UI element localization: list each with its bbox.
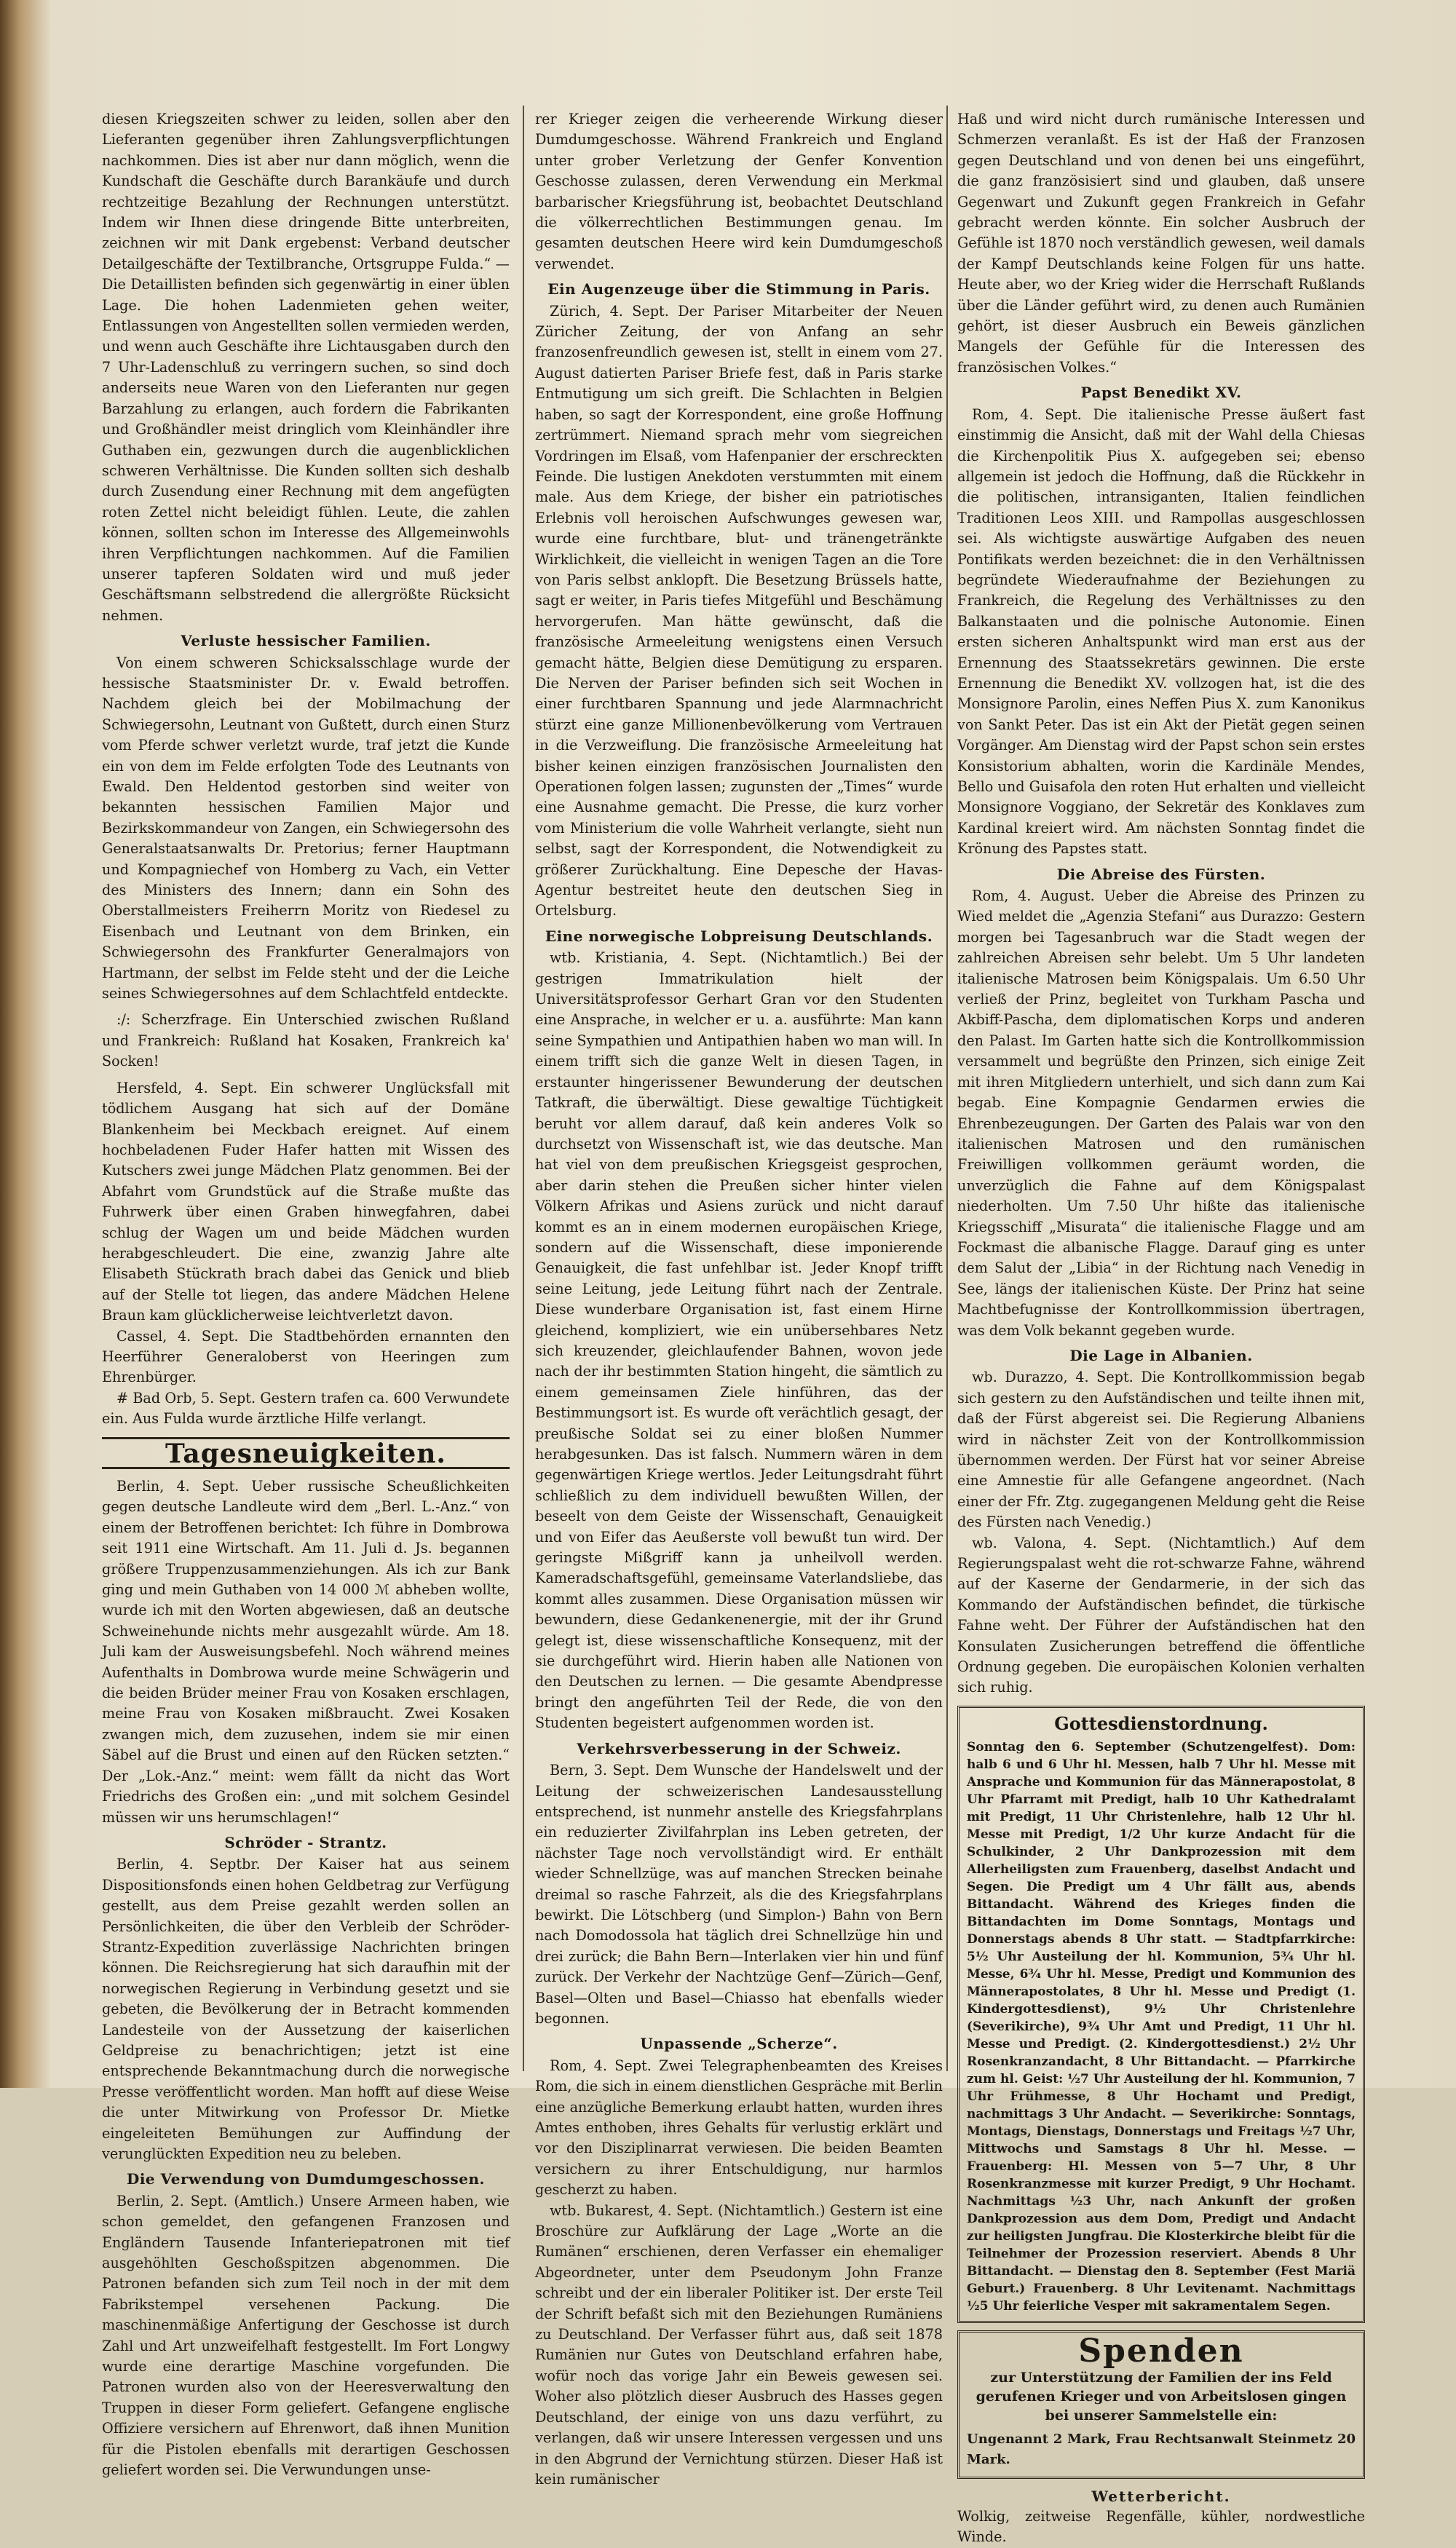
column-left — [102, 109, 510, 2479]
article-text: Berlin, 4. Sept. Ueber russische Scheußlichkeiten gegen deutsche Landleute wird dem „Berl. L.-Anz.“ von einem der Betroffenen berichtet: Ich führe in Dombrowa seit 1911 eine Wirtschaft. Am 11. Juli d. Js. begannen größere Truppenzusammenziehungen. Als ich zur Bank ging und mein Guthaben von 14 000 ℳ abheben wollte, wurde ich mit den Worten abgewiesen, daß an deutsche Schweinehunde nichts mehr ausgezahlt würde. Am 18. Juli kam der Ausweisungsbefehl. Noch während meines Aufenthalts in Dombrowa wurde meine Schwägerin und die beiden Brüder meiner Frau von Kosaken erschlagen, meine Frau von Kosaken mißbraucht. Zwei Kosaken zwangen mich, dem zuzusehen, indem sie mir einen Säbel auf die Brust und einen auf den Rücken setzten.“ Der „Lok.-Anz.“ meint: wem fällt da nicht das Wort Friedrichs des Großen ein: „und mit solchem Gesindel müssen wir uns herumschlagen!“ — [102, 1478, 510, 1826]
column-right — [957, 109, 1365, 2546]
article-text: wb. Durazzo, 4. Sept. Die Kontrollkommission begab sich gestern zu den Aufständischen und teilte ihnen mit, daß der Fürst abgereist sei. Die Regierung Albaniens wird in nächster Zeit von der Kontrollkommission übernommen werden. Der Fürst hat vor seiner Abreise eine Amnestie für alle Gefangene angeordnet. (Nach einer der Ffr. Ztg. zugegangenen Meldung geht die Reise des Fürsten nach Venedig.) — [957, 1369, 1365, 1531]
article-text: # Bad Orb, 5. Sept. Gestern trafen ca. 600 Verwundete ein. Aus Fulda wurde ärztliche Hilfe verlangt. — [102, 1389, 510, 1428]
article-heading: Ein Augenzeuge über die Stimmung in Paris. — [547, 280, 930, 298]
article-text: Berlin, 4. Septbr. Der Kaiser hat aus seinem Dispositionsfonds einen hohen Geldbetrag zur Verfügung gestellt, aus dem Preise gezahlt werden sollen an Persönlichkeiten, die über den Verbleib der Schröder-Strantz-Expedition zuverlässige Nachrichten bringen können. Die Reichsregierung hat sich daraufhin mit der norwegischen Regierung in Verbindung gesetzt und sie gebeten, die Bevölkerung der in Betracht kommenden Landesteile von der Aussetzung der kaiserlichen Geldpreise zu benachrichtigen; jetzt ist eine entsprechende Bekanntmachung durch die norwegische Presse veröffentlicht worden. Man hofft auf diese Weise die unter Mitwirkung von Professor Dr. Mietke eingeleiteten Bemühungen zur Auffindung der verunglückten Expedition neu zu beleben. — [102, 1856, 510, 2162]
article-text: diesen Kriegszeiten schwer zu leiden, sollen aber den Lieferanten gegenüber ihren Zahlungsverpflichtungen nachkommen. Dies ist aber nur dann möglich, wenn die Kundschaft die Geschäfte durch Barankäufe und durch rechtzeitige Bezahlung der Rechnungen unterstützt. Indem wir Ihnen diese dringende Bitte unterbreiten, zeichnen wir mit Dank ergebenst: Verband deutscher Detailgeschäfte der Textilbranche, Ortsgruppe Fulda.“ — Die Detaillisten befinden sich gegenwärtig in einer üblen Lage. Die hohen Ladenmieten gehen weiter, Entlassungen von Angestellten sollen vermieden werden, und wenn auch Geschäfte ihre Lichtausgaben durch den 7 Uhr-Ladenschluß zu verringern suchen, so sind doch anderseits neue Waren von den Lieferanten nur gegen Barzahlung zu erlangen, auch fordern die Fabrikanten und Großhändler meist dringlich vom Kleinhändler ihre Guthaben ein, gezwungen durch die augenblicklichen schweren Verhältnisse. Die Kunden sollten sich deshalb durch Zusendung einer Rechnung mit dem angefügten roten Zettel nicht beleidigt fühlen. Leute, die zahlen können, sollten schon im Interesse des Allgemeinwohls ihren Verpflichtungen nachkommen. Auf die Familien unserer tapferen Soldaten wird und muß jeder Geschäftsmann selbstredend die allergrößte Rücksicht nehmen. — [102, 111, 510, 624]
article-text: Zürich, 4. Sept. Der Pariser Mitarbeiter der Neuen Züricher Zeitung, der von Anfang an sehr franzosenfreundlich gewesen ist, stellt in einem vom 27. August datierten Pariser Briefe fest, daß in Paris starke Entmutigung um sich greift. Die Schlachten in Belgien haben, so sagt der Korrespondent, eine große Hoffnung zertrümmert. Niemand sprach mehr vom siegreichen Vordringen im Elsaß, vom Hafenpanier der erschreckten Feinde. Die lustigen Anekdoten verstummten mit einem male. Aus dem Kriege, der bisher ein patriotisches Erlebnis voll heroischen Aufschwunges gewesen war, wurde eine furchtbare, blut- und tränengetränkte Wirklichkeit, die vielleicht in wenigen Tagen an die Tore von Paris selbst anklopft. Die Besetzung Brüssels hatte, sagt er weiter, in Paris tiefes Mitgefühl und Beschämung hervorgerufen. Man hätte gewünscht, daß die französische Armeeleitung wenigstens einen Versuch gemacht hätte, Belgien diese Demütigung zu ersparen. Die Nerven der Pariser befinden sich seit Wochen in einer furchtbaren Spannung und jede Alarmnachricht stürzt eine ganze Millionenbevölkerung vom Vertrauen in die Verzweiflung. Die französische Armeeleitung hat bisher keinen einzigen französischen Journalisten den Operationen folgen lassen; zugunsten der „Times“ wurde eine Ausnahme gemacht. Die Presse, die kurz vorher vom Ministerium die volle Wahrheit verlangte, sieht nun selbst, sagt der Korrespondent, die Notwendigkeit zu größerer Zurückhaltung. Eine Depesche der Havas-Agentur bestreitet heute den deutschen Sieg in Ortelsburg. — [535, 302, 943, 919]
church-schedule-text: Sonntag den 6. September (Schutzengelfest). Dom: halb 6 und 6 Uhr hl. Messen, halb 7 Uhr hl. Messe mit Ansprache und Kommunion für das Männerapostolat, 8 Uhr Pfarramt mit Predigt, halb 10 Uhr Kathedralamt mit Predigt, 11 Uhr Christenlehre, halb 12 Uhr hl. Messe mit Predigt, 1/2 Uhr kurze Andacht für die Schulkinder, 2 Uhr Dankprozession mit dem Allerheiligsten zum Frauenberg, daselbst Andacht und Segen. Die Predigt um 4 Uhr fällt aus, abends Bittandacht. Während des Krieges finden die Bittandachten im Dome Sonntags, Montags und Donnerstags abends 8 Uhr statt. — Stadtpfarrkirche: 5½ Uhr Austeilung der hl. Kommunion, 5¾ Uhr hl. Messe, 6¾ Uhr hl. Messe, Predigt und Kommunion des Männerapostolates, 8 Uhr hl. Messe und Predigt (1. Kindergottesdienst), 9½ Uhr Christenlehre (Severikirche), 9¾ Uhr Amt und Predigt, 11 Uhr hl. Messe und Predigt. (2. Kindergottesdienst.) 2½ Uhr Rosenkranzandacht, 8 Uhr Bittandacht. — Pfarrkirche zum hl. Geist: ½7 Uhr Austeilung der hl. Kommunion, 7 Uhr Frühmesse, 8 Uhr Hochamt und Predigt, nachmittags 3 Uhr Andacht. — Severikirche: Sonntags, Montags, Dienstags, Donnerstags und Freitags ½7 Uhr, Mittwochs und Samstags 8 Uhr hl. Messe. — Frauenberg: Hl. Messen von 5—7 Uhr, 8 Uhr Rosenkranzmesse mit kurzer Predigt, 9 Uhr Hochamt. Nachmittags ½3 Uhr, nach Ankunft der großen Dankprozession aus dem Dom, Predigt und Andacht zur heiligsten Jungfrau. Die Klosterkirche bleibt für die Teilnehmer der Prozession reserviert. Abends 8 Uhr Bittandacht. — Dienstag den 8. September (Fest Mariä Geburt.) Frauenberg. 8 Uhr Levitenamt. Nachmittags ½5 Uhr feierliche Vesper mit sakramentalem Segen. — [967, 1740, 1356, 2314]
article-heading: Verkehrsverbesserung in der Schweiz. — [577, 1739, 901, 1757]
column-rule — [523, 106, 524, 2071]
article-heading: Eine norwegische Lobpreisung Deutschlands. — [545, 927, 933, 945]
article-text: Von einem schweren Schicksalsschlage wurde der hessische Staatsminister Dr. v. Ewald betroffen. Nachdem gleich bei der Mobilmachung der Schwiegersohn, Leutnant von Gußtett, durch einen Sturz vom Pferde schwer verletzt wurde, traf jetzt die Kunde ein von dem im Felde erfolgten Tode des Leutnants von Ewald. Den Heldentod gestorben sind weiter von bekannten hessischen Familien Major und Bezirkskommandeur von Zangen, ein Schwiegersohn des Generalstaatsanwalts Dr. Pretorius; ferner Hauptmann und Kompagniechef von Homberg zu Vach, ein Vetter des Ministers des Innern; dann ein Sohn des Oberstallmeisters Freiherrn Moritz von Riedesel zu Eisenbach und Leutnant von dem Brinken, ein Schwiegersohn des Frankfurter Generalmajors von Hartmann, der selbst im Felde steht und der die Leiche seines Schwiegersohnes auf dem Schlachtfeld entdeckte. — [102, 654, 510, 1002]
article-text: Bern, 3. Sept. Dem Wunsche der Handelswelt und der Leitung der schweizerischen Landesausstellung entsprechend, ist nunmehr anstelle des Kriegsfahrplans ein reduzierter Zivilfahrplan ins Leben getreten, der nächster Tage noch vervollständigt wird. Er enthält wieder Schnellzüge, was auf manchen Strecken beinahe dreimal so rasche Fahrzeit, als die des Kriegsfahrplans bewirkt. Die Lötschberg (und Simplon-) Bahn von Bern nach Domodossola hat täglich drei Schnellzüge hin und drei zurück; die Bahn Bern—Interlaken vier hin und fünf zurück. Der Verkehr der Nachtzüge Genf—Zürich—Genf, Basel—Olten und Basel—Chiasso hat ebenfalls wieder begonnen. — [535, 1762, 943, 2027]
church-schedule-title: Gottesdienstordnung. — [1054, 1712, 1268, 1734]
column-middle — [535, 109, 943, 2488]
weather-title: Wetterbericht. — [1091, 2487, 1231, 2505]
article-text: Rom, 4. August. Ueber die Abreise des Prinzen zu Wied meldet die „Agenzia Stefani“ aus Durazzo: Gestern morgen bei Tagesanbruch war die Stadt wegen der zahlreichen Abreisen sehr belebt. Um 5 Uhr landeten italienische Matrosen beim Königspalais. Um 6.50 Uhr verließ der Prinz, begleitet von Turkham Pascha und Akbiff-Pascha, dem diplomatischen Korps und anderen den Palast. Im Garten hatte sich die Kontrollkommission versammelt und begrüßte den Prinzen, sich einige Zeit mit ihren Mitgliedern unterhielt, und sich dann zum Kai begab. Eine Kompagnie Gendarmen erwies die Ehrenbezeugungen. Der Garten des Palais war von den italienischen Matrosen und den rumänischen Freiwilligen vollkommen geräumt worden, die unverzüglich die Fahne auf dem Königspalast niederholten. Um 7.50 Uhr hißte das italienische Kriegsschiff „Misurata“ die italienische Flagge und am Fockmast die albanische Flagge. Darauf ging es unter dem Salut der „Libia“ in der Richtung nach Venedig in See, längs der italienischen Küste. Der Prinz hat seine Machtbefugnisse der Kontrollkommission übertragen, was dem Volk bekannt gegeben wurde. — [957, 887, 1365, 1339]
donations-box — [957, 2330, 1365, 2478]
article-text: :/: Scherzfrage. Ein Unterschied zwischen Rußland und Frankreich: Rußland hat Kosaken, Frankreich ka' Socken! — [102, 1011, 510, 1070]
church-schedule-box — [957, 1706, 1365, 2323]
donations-title: Spenden — [1078, 2333, 1244, 2370]
section-heading: Tagesneuigkeiten. — [102, 1437, 510, 1469]
article-heading: Schröder - Strantz. — [224, 1833, 387, 1851]
article-heading: Die Abreise des Fürsten. — [1056, 865, 1266, 883]
article-text: Haß und wird nicht durch rumänische Interessen und Schmerzen veranlaßt. Es ist der Haß der Franzosen gegen Deutschland und von denen bei uns eingeführt, die ganz französisiert sind und glauben, daß unsere Gegenwart und Zukunft gegen Frankreich in Gefahr gebracht werden könnte. Ein solcher Ausbruch der Gefühle ist 1870 noch verständlich gewesen, weil damals der Kampf Deutschlands keine Folgen für uns hatte. Heute aber, wo der Krieg wider die Herrschaft Rußlands über die Länder geführt wird, zu denen auch Rumänien gehört, ist dieser Ausbruch ein Beweis gänzlichen Mangels der Gefühle für die Interessen des französischen Volkes.“ — [957, 111, 1365, 376]
article-heading: Verluste hessischer Familien. — [181, 632, 431, 650]
article-heading: Die Verwendung von Dumdumgeschossen. — [126, 2170, 486, 2188]
article-text: Berlin, 2. Sept. (Amtlich.) Unsere Armeen haben, wie schon gemeldet, den gefangenen Franzosen und Engländern Tausende Infanteriepatronen mit tief ausgehöhlten Geschoßspitzen abgenommen. Die Patronen befanden sich zum Teil noch in der mit dem Fabrikstempel versehenen Packung. Die maschinenmäßige Anfertigung der Geschosse ist durch Zahl und Art unzweifelhaft festgestellt. Im Fort Longwy wurde eine derartige Maschine vorgefunden. Die Patronen wurden also von der Heeresverwaltung den Truppen in dieser Form geliefert. Gefangene englische Offiziere versichern auf Ehrenwort, daß ihnen Munition für die Pistolen ebenfalls mit derartigen Geschossen geliefert worden sei. Die Verwundungen unse- — [102, 2192, 510, 2479]
article-text: Hersfeld, 4. Sept. Ein schwerer Unglücksfall mit tödlichem Ausgang hat sich auf der Domäne Blankenheim bei Meckbach ereignet. Auf einem hochbeladenen Fuder Hafer hatten mit Wissen des Kutschers zwei junge Mädchen Platz genommen. Bei der Abfahrt vom Grundstück auf die Straße mußte das Fuhrwerk über einen Graben hinwegfahren, dabei schlug der Wagen um und beide Mädchen wurden herabgeschleudert. Die eine, zwanzig Jahre alte Elisabeth Stückrath brach dabei das Genick und blieb auf der Stelle tot liegen, das andere Mädchen Helene Braun kam glücklicherweise leichtverletzt davon. — [102, 1079, 510, 1324]
article-heading: Unpassende „Scherze“. — [640, 2035, 838, 2053]
article-text: wtb. Kristiania, 4. Sept. (Nichtamtlich.) Bei der gestrigen Immatrikulation hielt der Universitätsprofessor Gerhart Gran vor den Studenten eine Ansprache, in welcher er u. a. ausführte: Man kann seine Sympathien und Antipathien haben wo man will. In einem trifft sich die ganze Welt in diesen Tagen, in erstaunter hingerissener Bewunderung der deutschen Tatkraft, die überwältigt. Diese gewaltige Tüchtigkeit beruht vor allem darauf, daß kein anderes Volk so durchsetzt von Wissenschaft ist, wie das deutsche. Man hat viel von dem preußischen Kriegsgeist gesprochen, aber darin stehen die Preußen sicher hinter vielen Völkern Afrikas und Asiens zurück und nicht darauf kommt es an in einem modernen europäischen Kriege, sondern auf die Wissenschaft, diese imponierende Genauigkeit, die fast unfehlbar ist. Jeder Knopf trifft seine Leitung, jede Leitung führt nach der Zentrale. Diese wunderbare Organisation ist, fast einem Hirne gleichend, kompliziert, wie ein unübersehbares Netz sich kreuzender, gleichlaufender Bahnen, wovon jede nach der ihr bestimmten Station hingeht, die sämtlich zu einem gemeinsamen Ziele hinführen, das der Bestimmungsort ist. Es wurde oft verächtlich gesagt, der preußische Soldat sei zu einer bloßen Nummer herabgesunken. Das ist falsch. Nummern wären in dem gegenwärtigen Kriege wertlos. Jeder Leitungsdraht führt schließlich zu dem individuell bewußten Willen, der beseelt von dem Geiste der Wissenschaft, Genauigkeit und von Eifer das Aeußerste voll bewußt tun wird. Der geringste Mißgriff kann ja unheilvoll werden. Kameradschaftsgefühl, gemeinsame Vaterlandsliebe, das kommt alles zusammen. Diese Organisation müssen wir bewundern, diese Gedankenenergie, mit der ihr Grund gelegt ist, diese wissenschaftliche Konsequenz, mit der sie durchgeführt wird. Hierin haben alle Nationen von den Deutschen zu lernen. — Die gesamte Abendpresse bringt den angeführten Teil der Rede, die von den Studenten begeistert aufgenommen worden ist. — [535, 949, 943, 1732]
article-heading: Die Lage in Albanien. — [1069, 1346, 1253, 1364]
article-text: wtb. Bukarest, 4. Sept. (Nichtamtlich.) Gestern ist eine Broschüre zur Aufklärung der Lage „Worte an die Rumänen“ erschienen, deren Verfasser ein ehemaliger Abgeordneter, unter dem Pseudonym John Franze schreibt und der ein liberaler Politiker ist. Der erste Teil der Schrift befaßt sich mit den Beziehungen Rumäniens zu Deutschland. Der Verfasser führt aus, daß seit 1878 Rumänien nur Gutes von Deutschland erfahren habe, wofür noch das vorige Jahr ein Beweis gewesen sei. Woher also plötzlich dieser Ausbruch des Hasses gegen Deutschland, der einige von uns dazu verführt, zu verlangen, daß wir unsere Interessen vergessen und uns in den Abgrund der Vernichtung stürzen. Dieser Haß ist kein rumänischer — [535, 2201, 943, 2488]
donations-subtitle: zur Unterstützung der Familien der ins Feld gerufenen Krieger und von Arbeitslosen gingen bei unserer Sammelstelle ein: — [976, 2369, 1347, 2424]
donations-list: Ungenannt 2 Mark, Frau Rechtsanwalt Steinmetz 20 Mark. — [967, 2431, 1356, 2468]
weather-text: Wolkig, zeitweise Regenfälle, kühler, nordwestliche Winde. — [957, 2507, 1365, 2546]
column-rule — [946, 106, 948, 2071]
article-text: rer Krieger zeigen die verheerende Wirkung dieser Dumdumgeschosse. Während Frankreich und England unter grober Verletzung der Genfer Konvention Geschosse zulassen, deren Verwendung ein Merkmal barbarischer Kriegsführung ist, beobachtet Deutschland die völkerrechtlichen Bestimmungen genau. Im gesamten deutschen Heere wird kein Dumdumgeschoß verwendet. — [535, 111, 943, 272]
article-text: Rom, 4. Sept. Die italienische Presse äußert fast einstimmig die Ansicht, daß mit der Wahl della Chiesas die Kirchenpolitik Pius X. aufgegeben sei; ebenso allgemein ist jedoch die Hoffnung, daß die Rückkehr in die politischen, intransiganten, Italien feindlichen Traditionen Leos XIII. und Rampollas ausgeschlossen sei. Als wichtigste auswärtige Aufgaben des neuen Pontifikats werden bezeichnet: die in den Verhältnissen begründete Wiederaufnahme der Beziehungen zu Frankreich, die Regelung des Verhältnisses zu den Balkanstaaten und die polnische Autonomie. Einen ersten sicheren Anhaltspunkt wird man erst aus der Ernennung des Staatssekretärs gewinnen. Die erste Ernennung die Benedikt XV. vollzogen hat, ist die des Monsignore Parolin, eines Neffen Pius X. zum Kanonikus von Sankt Peter. Das ist ein Akt der Pietät gegen seinen Vorgänger. Am Dienstag wird der Papst schon sein erstes Konsistorium abhalten, worin die Kardinäle Mendes, Bello und Guisafola den roten Hut erhalten und vielleicht Monsignore Voggiano, der Sekretär des Konklaves zum Kardinal kreiert wird. Am nächsten Sonntag findet die Krönung des Papstes statt. — [957, 405, 1365, 858]
article-text: Rom, 4. Sept. Zwei Telegraphenbeamten des Kreises Rom, die sich in einem dienstlichen Gespräche mit Berlin eine anzügliche Bemerkung erlaubt hatten, wurden ihres Amtes enthoben, ihres Gehalts für verlustig erklärt und vor den Disziplinarrat verwiesen. Die beiden Beamten versichern zu ihrer Entschuldigung, nur harmlos gescherzt zu haben. — [535, 2057, 943, 2199]
article-text: Cassel, 4. Sept. Die Stadtbehörden ernannten den Heerführer Generaloberst von Heeringen zum Ehrenbürger. — [102, 1327, 510, 1386]
article-text: wb. Valona, 4. Sept. (Nichtamtlich.) Auf dem Regierungspalast weht die rot-schwarze Fahne, während auf der Kaserne der Gendarmerie, in der sich das Kommando der Aufständischen befindet, die türkische Fahne weht. Der Führer der Aufständischen hat den Konsulaten Zusicherungen betreffend die öffentliche Ordnung gegeben. Die europäischen Kolonien verhalten sich ruhig. — [957, 1534, 1365, 1696]
article-heading: Papst Benedikt XV. — [1080, 384, 1242, 402]
